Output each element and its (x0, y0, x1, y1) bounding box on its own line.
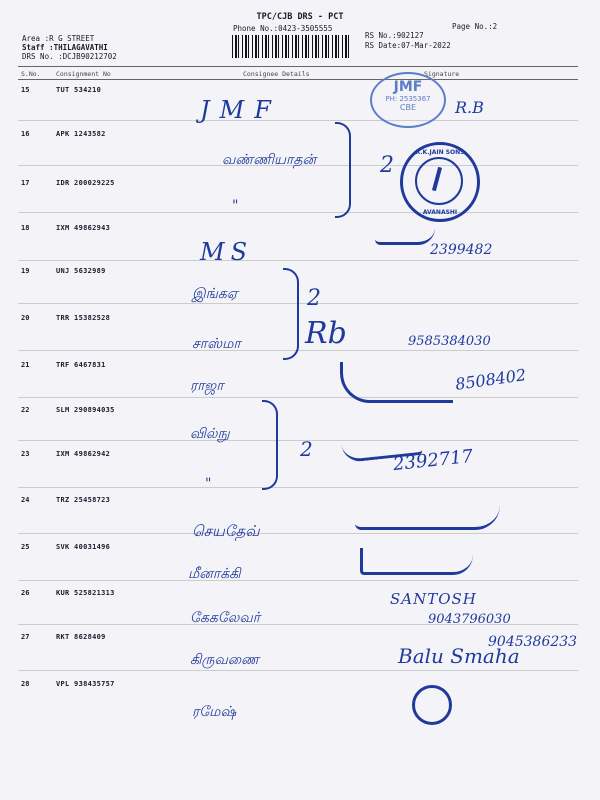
hw-tamil-28: ரமேஷ் (192, 704, 237, 720)
rs-date: RS Date:07-Mar-2022 (365, 41, 451, 50)
row-sno: 21 (21, 361, 30, 369)
col-consignee: Consignee Details (243, 70, 310, 78)
row-divider (18, 533, 578, 534)
document-title: TPC/CJB DRS - PCT (256, 12, 344, 22)
row-sno: 18 (21, 224, 30, 232)
row-sno: 27 (21, 633, 30, 641)
row-sno: 17 (21, 179, 30, 187)
hw-tamil-19: இங்கஏ (192, 286, 238, 302)
row-divider (18, 487, 578, 488)
hw-jmf: JMF (200, 96, 281, 124)
hw-phone-21: 8508402 (454, 365, 528, 394)
phone-number: Phone No.:0423-3505555 (233, 24, 333, 33)
row-consignment: SLM 290894035 (56, 406, 115, 414)
hw-rb-signature: Rb (305, 316, 347, 351)
hw-bracket (283, 268, 299, 360)
hw-phone-27: 9045386233 (488, 634, 578, 650)
hw-ditto: " (232, 198, 239, 214)
row-divider (18, 260, 578, 261)
row-sno: 28 (21, 680, 30, 688)
header-rule (18, 66, 578, 67)
hw-phone-18: 2399482 (430, 242, 493, 258)
hw-tamil-16: வண்ணியாதன் (222, 152, 317, 168)
row-consignment: IXM 49862943 (56, 224, 111, 232)
staff-label: Staff :THILAGAVATHI (22, 43, 108, 52)
row-sno: 23 (21, 450, 30, 458)
hw-tamil-26: கேகலேவர் (190, 610, 261, 626)
hw-signature-scribble (340, 362, 453, 403)
row-consignment: TUT 534210 (56, 86, 102, 94)
col-sno: S.No. (21, 70, 41, 78)
hw-tamil-24: செயதேவ் (192, 522, 260, 540)
row-sno: 24 (21, 496, 30, 504)
row-consignment: SVK 40031496 (56, 543, 111, 551)
row-sno: 26 (21, 589, 30, 597)
seal-top-text: R.K.JAIN SONS (415, 149, 465, 156)
area-label: Area :R G STREET (22, 34, 95, 43)
col-consignment: Consignment No (56, 70, 111, 78)
hw-santosh: SANTOSH (390, 590, 477, 608)
hw-count: 2 (300, 437, 313, 461)
round-seal (400, 142, 480, 222)
hw-ditto: " (205, 476, 212, 492)
hw-tamil-21: ராஜா (190, 378, 224, 394)
hw-signature-scribble (412, 685, 452, 725)
row-consignment: VPL 938435757 (56, 680, 115, 688)
row-consignment: IDR 200029225 (56, 179, 115, 187)
hw-signature-scribble (375, 228, 435, 245)
row-sno: 16 (21, 130, 30, 138)
hw-bracket (262, 400, 278, 490)
page-number: Page No.:2 (452, 22, 498, 31)
hw-phone-20: 9585384030 (408, 334, 491, 349)
row-divider (18, 397, 578, 398)
hw-tamil-27: கிருவணை (190, 652, 259, 668)
hw-balu-signature: Balu Smaha (398, 644, 520, 668)
row-consignment: APK 1243582 (56, 130, 106, 138)
row-divider (18, 440, 578, 441)
row-divider (18, 670, 578, 671)
row-consignment: RKT 8628409 (56, 633, 106, 641)
row-sno: 25 (21, 543, 30, 551)
hw-bracket (335, 122, 351, 218)
hw-count: 2 (380, 153, 394, 178)
stamp-city: CBE (399, 103, 417, 112)
row-consignment: TRR 15382528 (56, 314, 111, 322)
row-consignment: TRZ 25458723 (56, 496, 111, 504)
row-consignment: UNJ 5632989 (56, 267, 106, 275)
hw-signature-scribble (360, 548, 473, 575)
col-signature: Signature (424, 70, 460, 78)
hw-ms: MS (200, 238, 254, 266)
stamp-phone: PH: 2535367 (385, 95, 431, 103)
hw-signature-scribble (355, 505, 500, 530)
row-sno: 19 (21, 267, 30, 275)
stamp-brand: JMF (393, 79, 423, 95)
row-divider (18, 120, 578, 121)
hw-phone-23: 2392717 (392, 445, 475, 476)
drs-number: DRS No. :DCJB90212702 (22, 52, 117, 61)
column-rule (18, 79, 578, 80)
row-sno: 15 (21, 86, 30, 94)
hw-tamil-22: வில்நு (190, 426, 230, 442)
rs-number: RS No.:902127 (365, 31, 424, 40)
row-consignment: TRF 6467831 (56, 361, 106, 369)
jmf-stamp (370, 72, 446, 128)
seal-bottom-text: AVANASHI (422, 209, 458, 216)
hw-tamil-20: சாஸ்மா (192, 336, 241, 352)
hw-tamil-25: மீனாக்கி (188, 566, 241, 582)
row-divider (18, 580, 578, 581)
row-consignment: IXM 49862942 (56, 450, 111, 458)
hw-count: 2 (307, 286, 321, 311)
row-divider (18, 212, 578, 213)
hw-rb-initials: R.B (455, 98, 484, 117)
seal-inner-ring (415, 157, 463, 205)
row-sno: 22 (21, 406, 30, 414)
row-sno: 20 (21, 314, 30, 322)
hw-phone-26: 9043796030 (428, 612, 511, 627)
row-consignment: KUR 525821313 (56, 589, 115, 597)
barcode (232, 35, 352, 58)
